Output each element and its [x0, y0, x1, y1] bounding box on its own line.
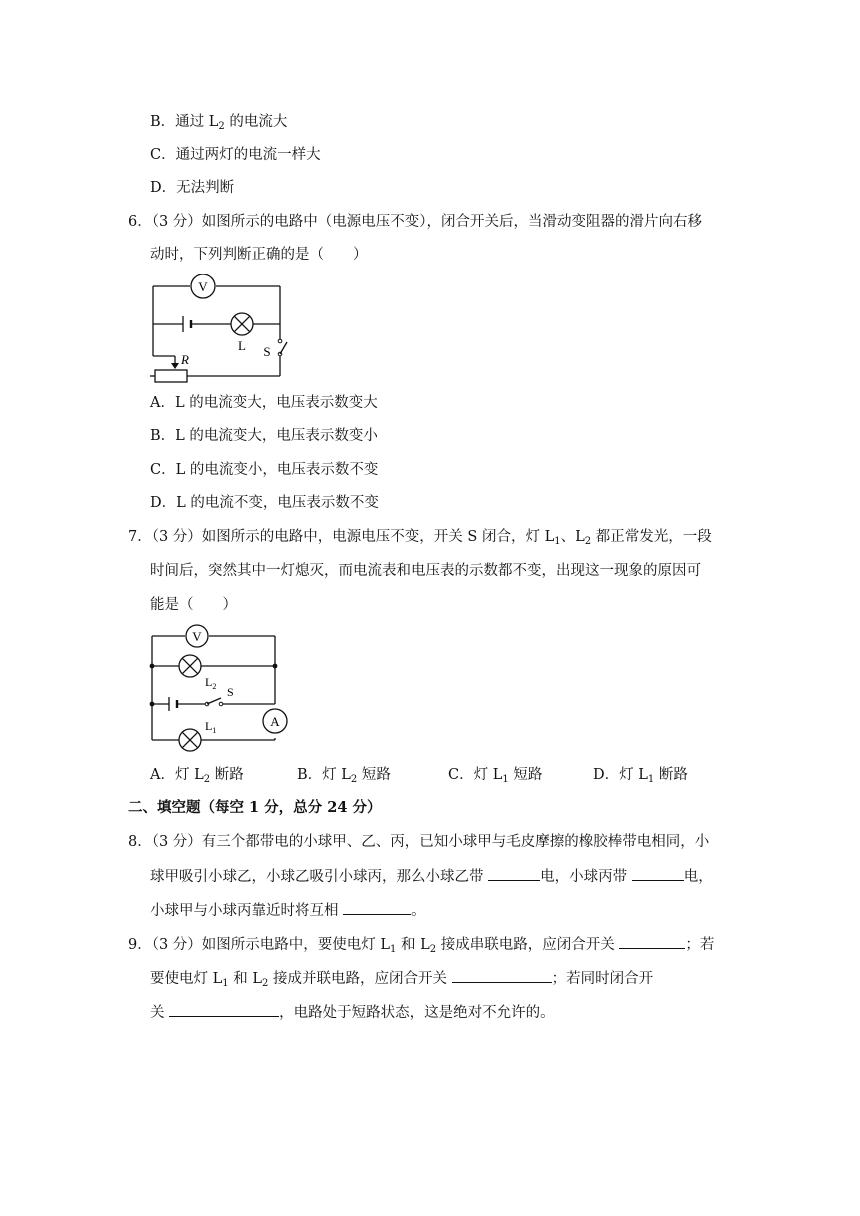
q6-voltmeter-label: V — [198, 279, 208, 294]
q7-circuit-diagram — [145, 622, 290, 757]
q8-blank-3[interactable] — [343, 900, 411, 915]
q9-blank-2[interactable] — [452, 968, 552, 983]
q6-stem-line1: 6．（3 分）如图所示的电路中（电源电压不变），闭合开关后，当滑动变阻器的滑片向右移 — [128, 214, 703, 230]
q7-lamp-l2-label: $L_2$ — [205, 675, 217, 691]
q5-option-c: C．通过两灯的电流一样大 — [150, 147, 321, 163]
q6-option-d: D．L 的电流不变，电压表示数不变 — [150, 495, 379, 511]
q9-stem-line3: 关 ，电路处于短路状态，这是绝对不允许的。 — [150, 1002, 555, 1023]
q7-lamp-l1-label: $L_1$ — [205, 719, 217, 735]
q6-switch-icon — [278, 339, 287, 356]
q6-circuit-diagram — [145, 274, 295, 386]
q7-stem-line3: 能是（ ） — [150, 597, 237, 613]
q7-stem-line2: 时间后，突然其中一灯熄灭，而电流表和电压表的示数都不变，出现这一现象的原因可 — [150, 563, 701, 579]
q7-option-a: A．灯 $L_2$ 断路 — [150, 767, 244, 785]
q7-option-d: D．灯 $L_1$ 断路 — [593, 767, 688, 785]
q7-switch-label: S — [227, 685, 234, 699]
q9-blank-1[interactable] — [619, 934, 685, 949]
q5-option-b: B．通过 $L_2$ 的电流大 — [150, 114, 288, 132]
q8-blank-2[interactable] — [632, 866, 684, 881]
q7-voltmeter-label: V — [192, 629, 202, 644]
q6-lamp-label: L — [238, 338, 246, 353]
q8-stem-line1: 8．（3 分）有三个都带电的小球甲、乙、丙，已知小球甲与毛皮摩擦的橡胶棒带电相同，小 — [128, 834, 710, 850]
q6-option-b: B．L 的电流变大，电压表示数变小 — [150, 428, 378, 444]
q7-option-c: C．灯 $L_1$ 短路 — [448, 767, 543, 785]
section-2-heading: 二、填空题（每空 1 分，总分 24 分） — [128, 799, 382, 816]
q9-blank-3[interactable] — [169, 1002, 279, 1017]
q7-switch-icon — [205, 698, 223, 706]
q8-stem-line3: 小球甲与小球丙靠近时将互相 。 — [150, 900, 426, 921]
q7-option-b: B．灯 $L_2$ 短路 — [297, 767, 391, 785]
q6-option-c: C．L 的电流变小，电压表示数不变 — [150, 462, 379, 478]
q9-stem-line2: 要使电灯 $L_1$ 和 $L_2$ 接成并联电路，应闭合开关 ；若同时闭合开 — [150, 968, 653, 989]
q5-option-d: D．无法判断 — [150, 180, 235, 196]
q8-stem-line2: 球甲吸引小球乙，小球乙吸引小球丙，那么小球乙带 电，小球丙带 电， — [150, 866, 713, 887]
q6-switch-label: S — [263, 344, 271, 359]
q6-stem-line2: 动时，下列判断正确的是（ ） — [150, 247, 368, 263]
q7-ammeter-label: A — [270, 714, 280, 729]
q7-lamp-l2-icon — [179, 655, 201, 677]
q8-blank-1[interactable] — [488, 866, 540, 881]
q6-rheostat-icon — [155, 370, 187, 382]
q6-option-a: A．L 的电流变大，电压表示数变大 — [150, 395, 378, 411]
q7-lamp-l1-icon — [179, 729, 201, 751]
q6-rheostat-label: R — [181, 352, 189, 367]
q7-stem-line1: 7．（3 分）如图所示的电路中，电源电压不变，开关 S 闭合，灯 $L_1$、$L_2$ 都正常发光，一段 — [128, 529, 712, 547]
q6-lamp-icon — [231, 313, 253, 335]
q9-stem-line1: 9．（3 分）如图所示电路中，要使电灯 $L_1$ 和 $L_2$ 接成串联电路，应闭合开关 ；若 — [128, 934, 714, 955]
